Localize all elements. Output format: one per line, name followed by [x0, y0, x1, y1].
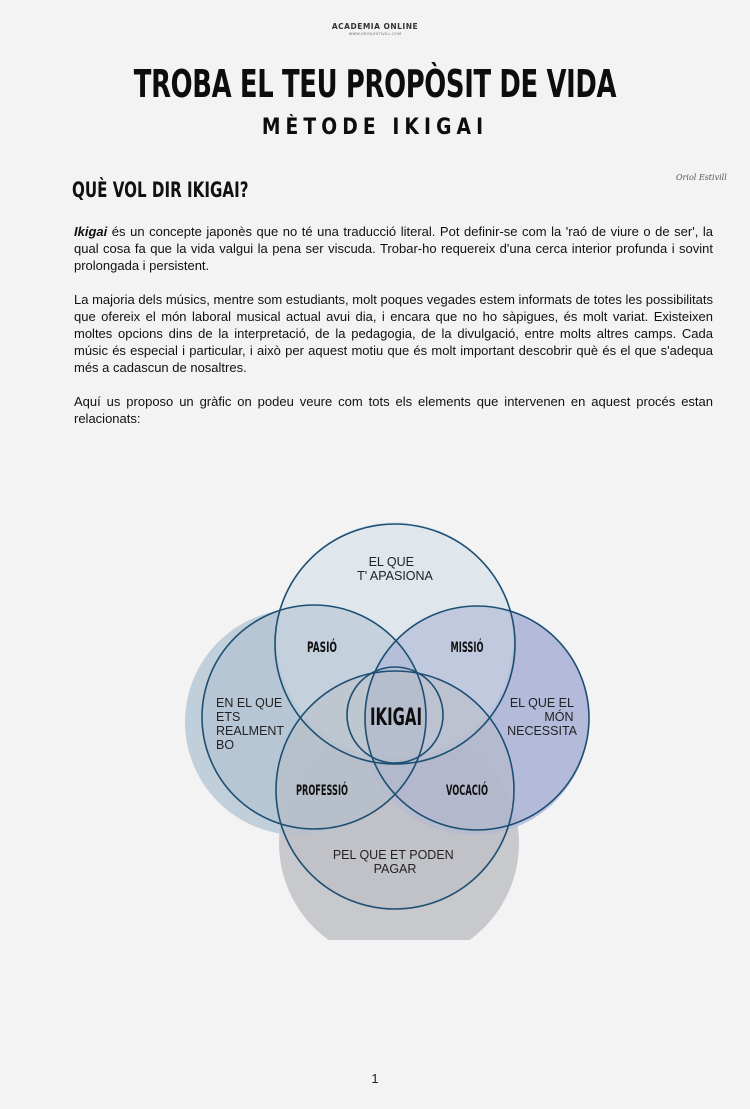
page-number: 1	[371, 1071, 379, 1086]
overlap-missio: MISSIÓ	[450, 640, 507, 656]
center-ikigai-label: IKIGAI	[370, 703, 422, 731]
paragraph-intro-text: és un concepte japonès que no té una traducció literal. Pot definir-se com la 'raó de viure o de ser', la qual cosa fa que la vida valgui la pena ser viscuda. Trobar-ho requereix d'una cerca interior profunda i sovint prolongada i persistent.	[74, 224, 713, 273]
brand-header	[0, 22, 750, 36]
paragraph-graph-intro: Aquí us proposo un gràfic on podeu veure com tots els elements que intervenen en aquest procés estan relacionats:	[74, 394, 713, 426]
overlap-vocacio: VOCACIÓ	[446, 783, 517, 799]
page-subtitle: MÈTODE IKIGAI	[261, 115, 489, 140]
label-left: EN EL QUE ETS REALMENT BO	[216, 696, 284, 752]
paragraph-musicians: La majoria dels músics, mentre som estudiants, molt poques vegades estem informats de totes les possibilitats que ofereix el món laboral musical actual avui dia, i encara que no ho sàpigues, és molt variat. Existeixen moltes opcions dins de la interpretació, de la pedagogia, de la divulgació, entre molts altres camps. Cada músic és especial i particular, i això per aquest motiu que és molt important descobrir què és el que s'adequa més a cadascun de nosaltres.	[74, 292, 713, 375]
label-bottom: PEL QUE ET PODEN PAGAR	[332, 848, 454, 876]
brand-url: WWW.ORIOLESTIVILL.COM	[348, 32, 402, 36]
label-top: EL QUE T' APASIONA	[357, 555, 433, 583]
label-right: EL QUE EL MÓN NECESSITA	[507, 696, 577, 738]
author-signature: Oriol Estivill	[676, 173, 727, 182]
overlap-pasio: PASIÓ	[307, 640, 355, 656]
paragraph-intro	[74, 223, 713, 274]
brand-name: ACADEMIA ONLINE	[331, 22, 419, 31]
ikigai-diagram	[0, 500, 750, 940]
ikigai-term: Ikigai	[74, 224, 108, 239]
page-title: TROBA EL TEU PROPÒSIT DE VIDA	[133, 62, 617, 106]
section-heading: QUÈ VOL DIR IKIGAI?	[72, 178, 249, 202]
overlap-professio: PROFESSIÓ	[296, 783, 385, 799]
